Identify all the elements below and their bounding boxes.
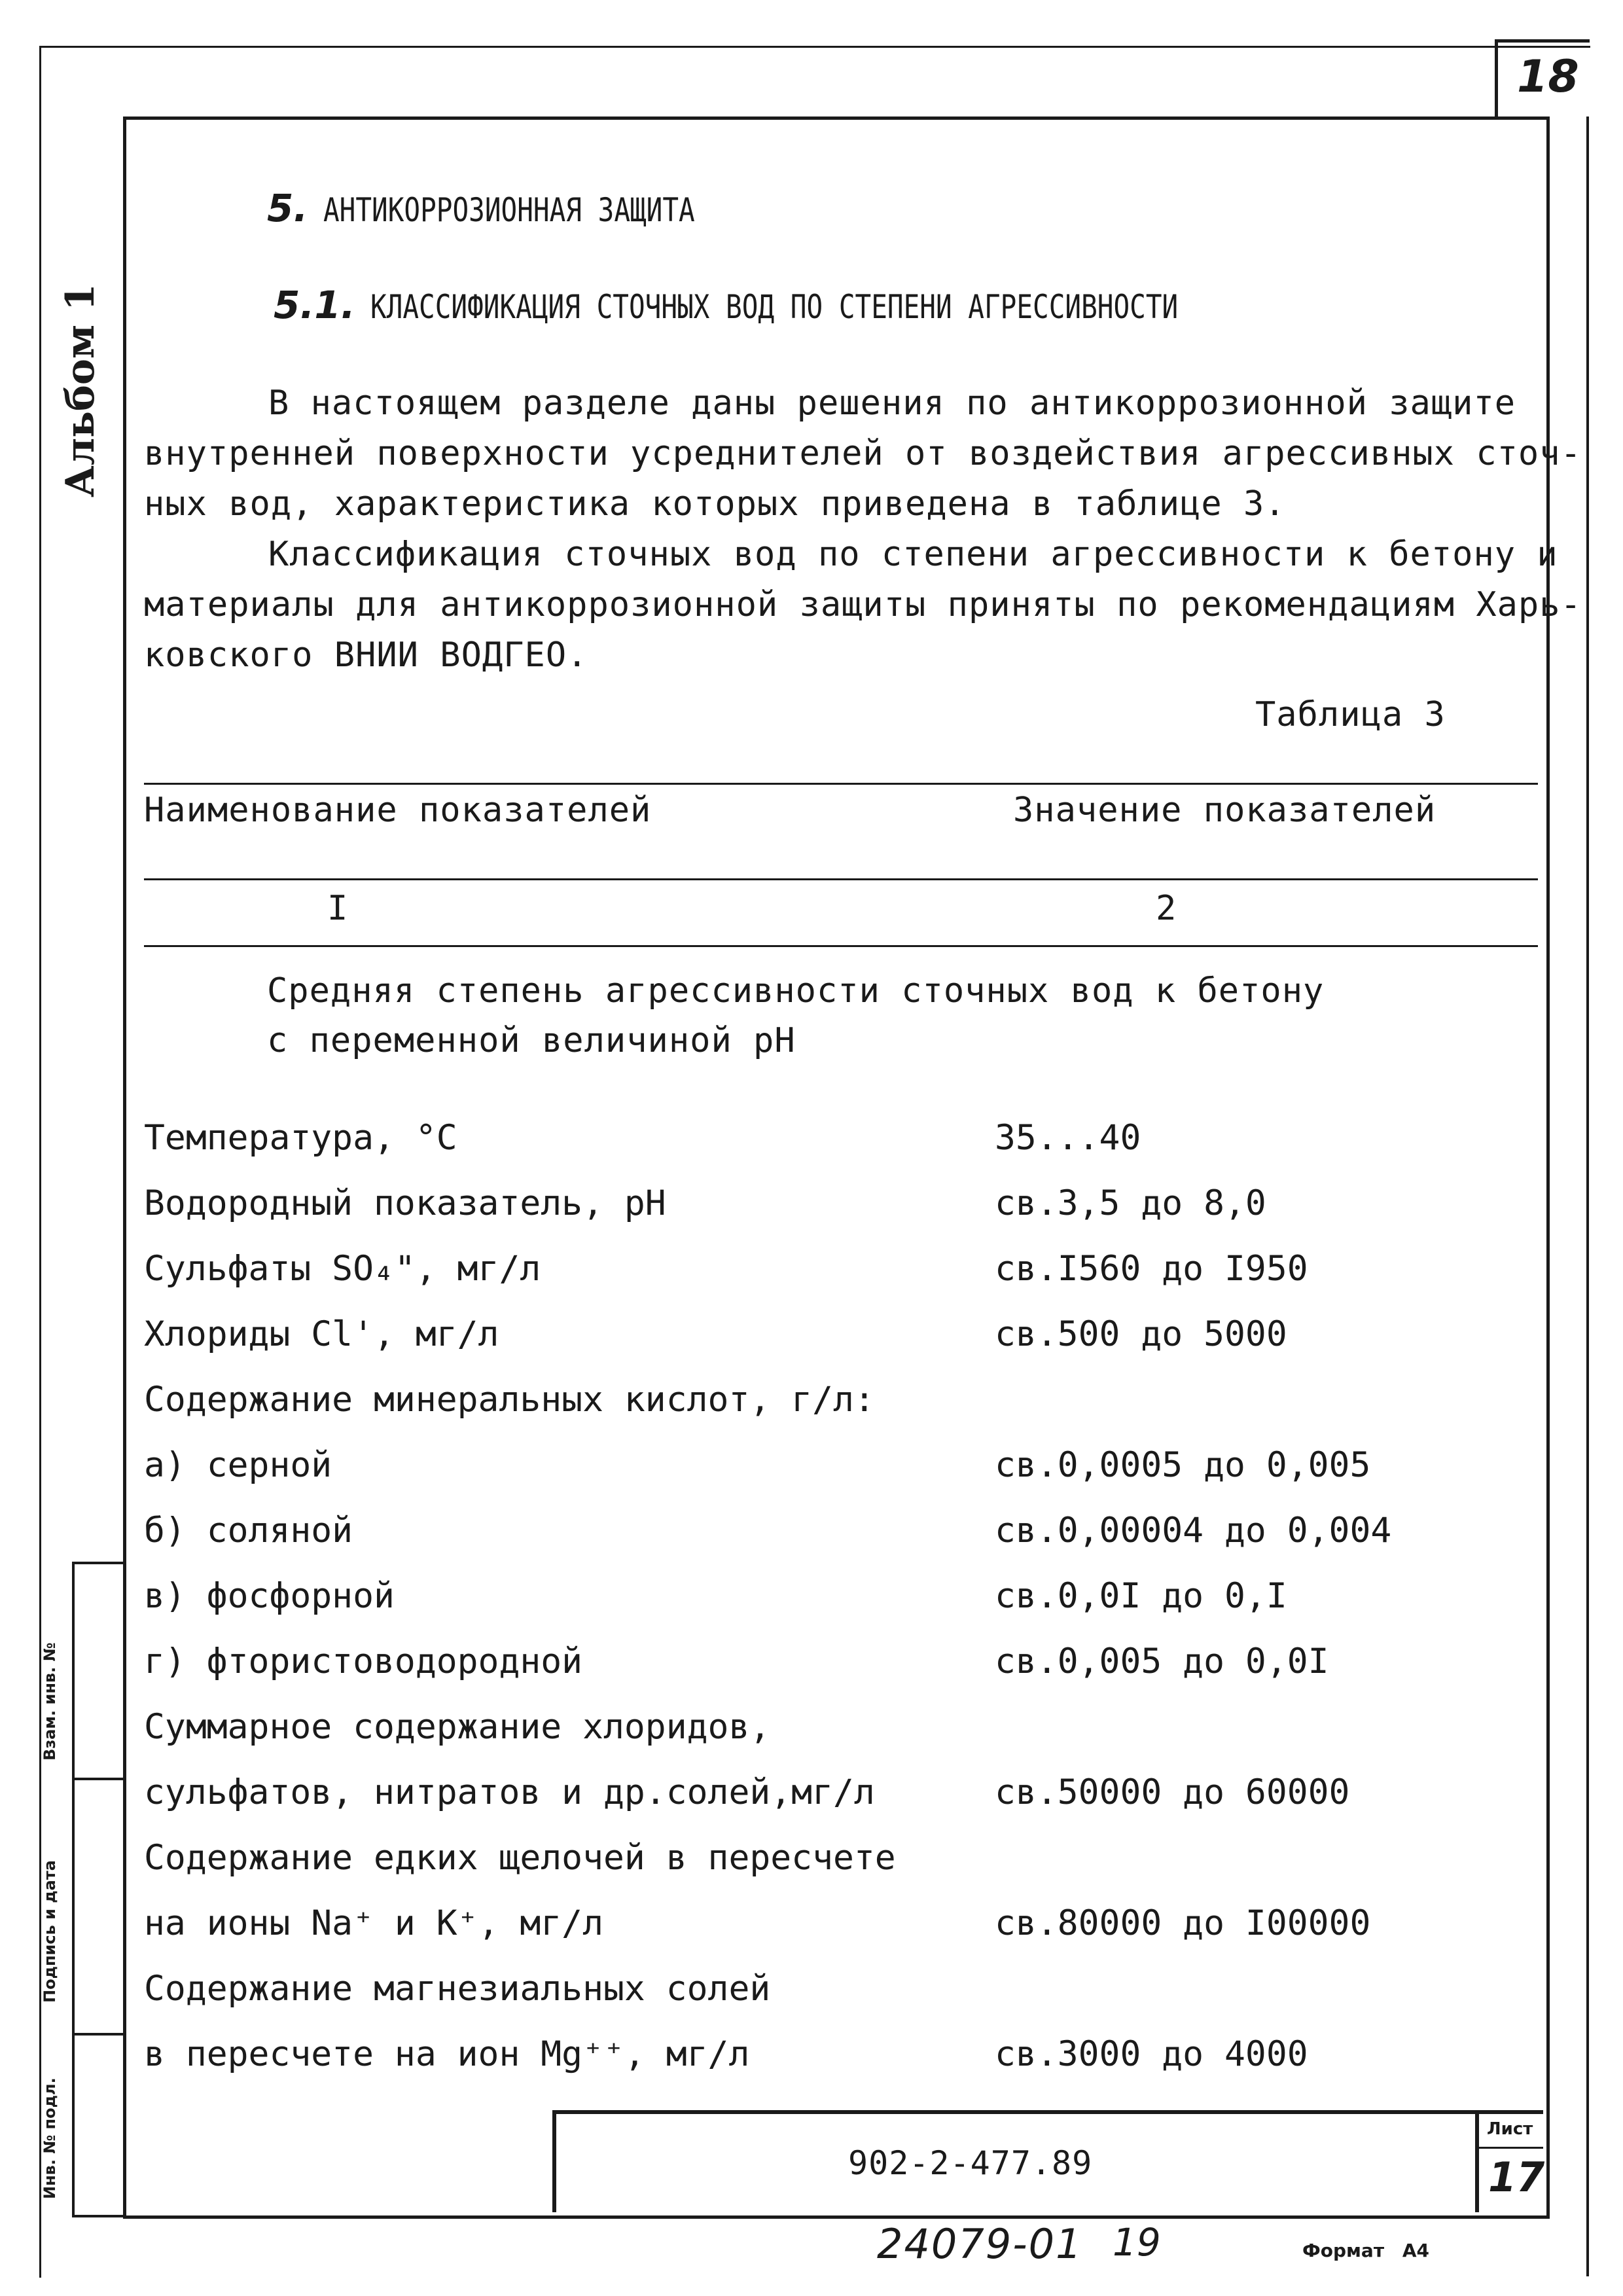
table-row-name: б) соляной — [144, 1511, 353, 1551]
side-stamp-cell-3: Инв. № подл. — [41, 2077, 59, 2199]
table-row-name: Содержание магнезиальных солей — [144, 1969, 771, 2009]
table-row-name: сульфатов, нитратов и др.солей,мг/л — [144, 1772, 875, 1812]
section-number: 5. — [267, 186, 308, 230]
table-row-value: св.0,0005 до 0,005 — [995, 1445, 1371, 1485]
table-row-name: Хлориды Cl', мг/л — [144, 1314, 499, 1354]
sheet-number: 17 — [1488, 2153, 1545, 2201]
table-row-name: Температура, °C — [144, 1118, 457, 1158]
table-row-value: св.0,00004 до 0,004 — [995, 1511, 1392, 1551]
title-block-sheet-rule — [1475, 2110, 1479, 2212]
outer-right-line — [1586, 117, 1589, 2276]
side-stamp-box — [72, 1562, 126, 2217]
side-stamp-cell-1: Взам. инв. № — [41, 1642, 59, 1761]
intro-line-3: ных вод, характеристика которых приведена в таблице 3. — [144, 484, 1286, 524]
album-label: Альбом 1 — [58, 283, 103, 497]
table-header-col1: Наименование показателей — [144, 791, 652, 830]
table-row-name: Сульфаты SO₄", мг/л — [144, 1249, 541, 1289]
side-stamp-divider-2 — [72, 2033, 123, 2036]
intro-line-2: внутренней поверхности усреднителей от воздействия агрессивных сточ- — [144, 434, 1582, 473]
table-row-name: на ионы Na⁺ и K⁺, мг/л — [144, 1903, 603, 1943]
table-row-name: Содержание едких щелочей в пересчете — [144, 1838, 896, 1878]
classification-line-1: Классификация сточных вод по степени агрессивности к бетону и — [268, 535, 1558, 574]
sheet-label: Лист — [1487, 2119, 1533, 2139]
table-row-name: в пересчете на ион Mg⁺⁺, мг/л — [144, 2034, 750, 2074]
corner-page-number: 18 — [1517, 51, 1579, 103]
table-row-value: св.80000 до I00000 — [995, 1903, 1371, 1943]
table-colnum-rule — [144, 945, 1538, 947]
top-corner-line — [39, 46, 1590, 48]
table-row-name: г) фтористоводородной — [144, 1641, 583, 1681]
format-value: А4 — [1402, 2240, 1429, 2261]
title-block-left-rule — [552, 2110, 556, 2212]
table-row-value: св.3000 до 4000 — [995, 2034, 1308, 2074]
table-row-value: св.3,5 до 8,0 — [995, 1183, 1266, 1223]
table-row-name: в) фосфорной — [144, 1576, 395, 1616]
table-caption: Таблица 3 — [1255, 695, 1446, 734]
section-heading — [267, 186, 776, 230]
table-top-rule — [144, 783, 1538, 785]
table-group-title-2: с переменной величиной pH — [267, 1021, 796, 1060]
table-row-name: Содержание минеральных кислот, г/л: — [144, 1380, 875, 1420]
title-block-top-rule — [552, 2110, 1543, 2114]
format-label-text: Формат — [1302, 2240, 1385, 2261]
side-stamp-divider-1 — [72, 1778, 123, 1780]
footer-handwritten-page: 19 — [1113, 2220, 1161, 2265]
table-row-name: а) серной — [144, 1445, 332, 1485]
table-row-value: св.50000 до 60000 — [995, 1772, 1350, 1812]
table-group-title-1: Средняя степень агрессивности сточных вод к бетону — [267, 971, 1325, 1011]
table-header-col2: Значение показателей — [1013, 791, 1436, 830]
subsection-title: КЛАССИФИКАЦИЯ СТОЧНЫХ ВОД ПО СТЕПЕНИ АГРЕССИВНОСТИ — [370, 288, 1179, 326]
table-row-value: св.I560 до I950 — [995, 1249, 1308, 1289]
classification-line-2: материалы для антикоррозионной защиты приняты по рекомендациям Харь- — [144, 585, 1582, 624]
table-row-name: Водородный показатель, pH — [144, 1183, 666, 1223]
table-row-name: Суммарное содержание хлоридов, — [144, 1707, 771, 1747]
classification-line-3: ковского ВНИИ ВОДГЕО. — [144, 636, 588, 675]
side-stamp-cell-2: Подпись и дата — [41, 1860, 59, 2003]
table-row-value: 35...40 — [995, 1118, 1141, 1158]
title-block-sheet-label-rule — [1475, 2147, 1543, 2149]
subsection-heading — [274, 283, 1356, 327]
subsection-number: 5.1. — [274, 283, 355, 327]
table-colnum-2: 2 — [1156, 889, 1177, 928]
document-code: 902-2-477.89 — [848, 2144, 1093, 2182]
intro-line-1: В настоящем разделе даны решения по антикоррозионной защите — [268, 384, 1516, 423]
table-colnum-1: I — [327, 889, 349, 928]
section-title: АНТИКОРРОЗИОННАЯ ЗАЩИТА — [323, 191, 695, 229]
table-header-rule — [144, 878, 1538, 880]
table-row-value: св.0,0I до 0,I — [995, 1576, 1287, 1616]
intro-paragraph — [144, 378, 1582, 681]
table-row-value: св.500 до 5000 — [995, 1314, 1287, 1354]
footer-handwritten-number: 24079-01 — [877, 2220, 1083, 2268]
table-row-value: св.0,005 до 0,0I — [995, 1641, 1329, 1681]
format-label — [1302, 2240, 1429, 2261]
